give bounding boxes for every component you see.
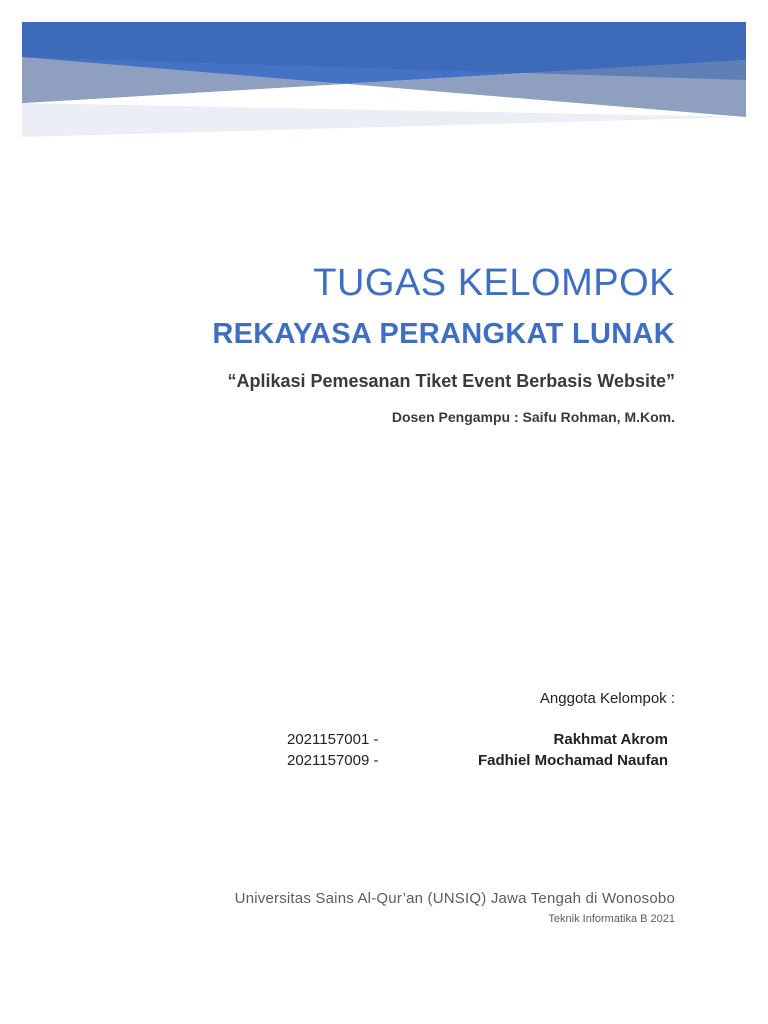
members-heading: Anggota Kelompok : xyxy=(539,690,675,707)
member-id: 2021157001 - xyxy=(287,731,379,748)
university-name: Universitas Sains Al-Qur’an (UNSIQ) Jawa Tengah di Wonosobo xyxy=(234,890,675,907)
member-row xyxy=(287,731,668,753)
member-id: 2021157009 - xyxy=(287,752,379,769)
lecturer-label: Dosen Pengampu : Saifu Rohman, M.Kom. xyxy=(391,409,675,425)
page-subtitle: REKAYASA PERANGKAT LUNAK xyxy=(212,318,675,350)
project-title: “Aplikasi Pemesanan Tiket Event Berbasis Website” xyxy=(227,371,675,391)
header-banner xyxy=(0,0,768,150)
member-name: Rakhmat Akrom xyxy=(553,731,668,748)
class-label: Teknik Informatika B 2021 xyxy=(548,913,675,925)
member-name: Fadhiel Mochamad Naufan xyxy=(477,752,668,769)
member-row xyxy=(287,752,668,774)
banner-light-wedge xyxy=(22,103,746,137)
page-title: TUGAS KELOMPOK xyxy=(313,262,675,304)
